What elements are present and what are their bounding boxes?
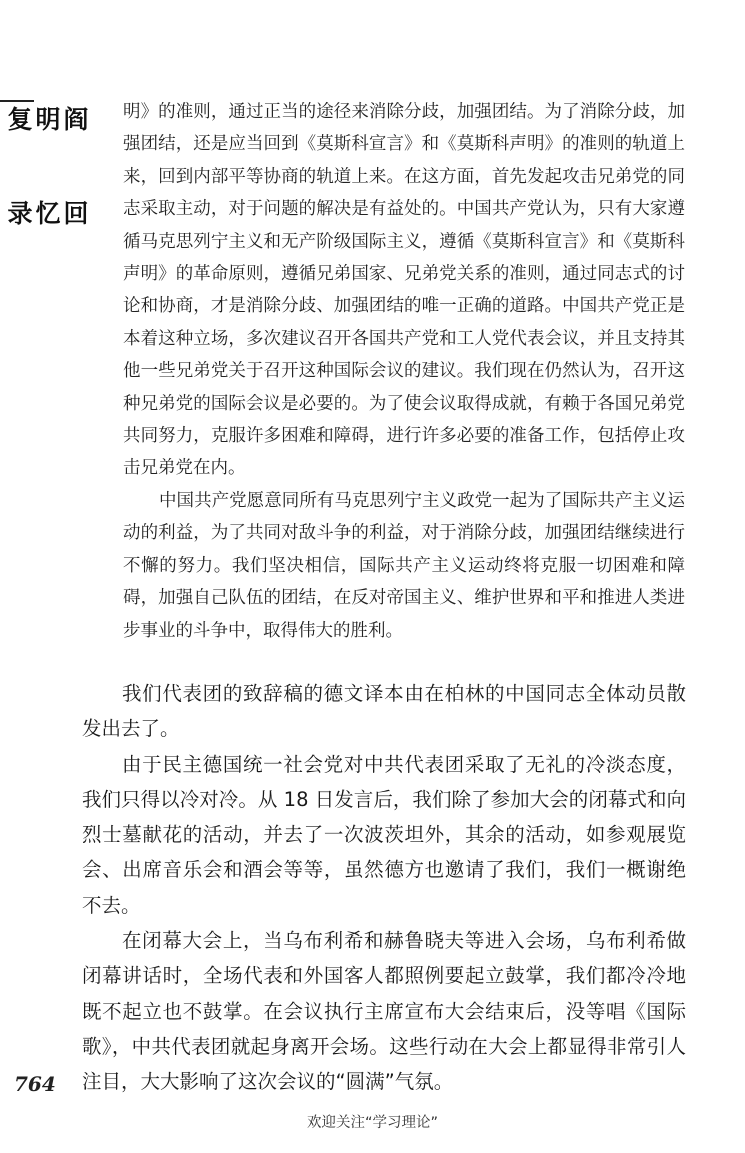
body-paragraph-1: 我们代表团的致辞稿的德文译本由在柏林的中国同志全体动员散发出去了。 xyxy=(82,682,686,741)
book-title: 回忆录 xyxy=(4,200,89,225)
body-paragraph-3: 在闭幕大会上，当乌布利希和赫鲁晓夫等进入会场，乌布利希做闭幕讲话时，全场代表和外国客人都照例要起立鼓掌，我们都冷冷地既不起立也不鼓掌。在会议执行主席宣布大会结束后，没等唱《国际歌》，中共代表团就起身离开会场。这些行动在大会上都显得非常引人注目，大大影响了这次会议的“圆满”气氛。 xyxy=(82,929,686,1094)
quoted-statement xyxy=(123,96,685,647)
quote-paragraph-2: 中国共产党愿意同所有马克思列宁主义政党一起为了国际共产主义运动的利益，为了共同对敌斗争的利益，对于消除分歧，加强团结继续进行不懈的努力。我们坚决相信，国际共产主义运动终将克服一切困难和障碍，加强自己队伍的团结，在反对帝国主义、维护世界和平和推进人类进步事业的斗争中，取得伟大的胜利。 xyxy=(123,490,685,641)
footer-watermark: 欢迎关注“学习理论” xyxy=(306,1115,439,1131)
body-paragraph-2: 由于民主德国统一社会党对中共代表团采取了无礼的冷淡态度，我们只得以冷对冷。从 18 日发言后，我们除了参加大会的闭幕式和向烈士墓献花的活动，并去了一次波茨坦外，其余的活动，如参观展览会、出席音乐会和酒会等等，虽然德方也邀请了我们，我们一概谢绝不去。 xyxy=(82,752,686,917)
spine-rule xyxy=(0,100,34,102)
body-text xyxy=(82,676,686,1100)
page-number: 764 xyxy=(14,1072,56,1096)
quote-paragraph-1: 明》的准则，通过正当的途径来消除分歧，加强团结。为了消除分歧，加强团结，还是应当回到《莫斯科宣言》和《莫斯科声明》的准则的轨道上来，回到内部平等协商的轨道上来。在这方面，首先发起攻击兄弟党的同志采取主动，对于问题的解决是有益处的。中国共产党认为，只有大家遵循马克思列宁主义和无产阶级国际主义，遵循《莫斯科宣言》和《莫斯科声明》的革命原则，遵循兄弟国家、兄弟党关系的准则，通过同志式的讨论和协商，才是消除分歧、加强团结的唯一正确的道路。中国共产党正是本着这种立场，多次建议召开各国共产党和工人党代表会议，并且支持其他一些兄弟党关于召开这种国际会议的建议。我们现在仍然认为，召开这种兄弟党的国际会议是必要的。为了使会议取得成就，有赖于各国兄弟党共同努力，克服许多困难和障碍，进行许多必要的准备工作，包括停止攻击兄弟党在内。 xyxy=(123,102,685,479)
author-name: 阎明复 xyxy=(4,106,89,131)
